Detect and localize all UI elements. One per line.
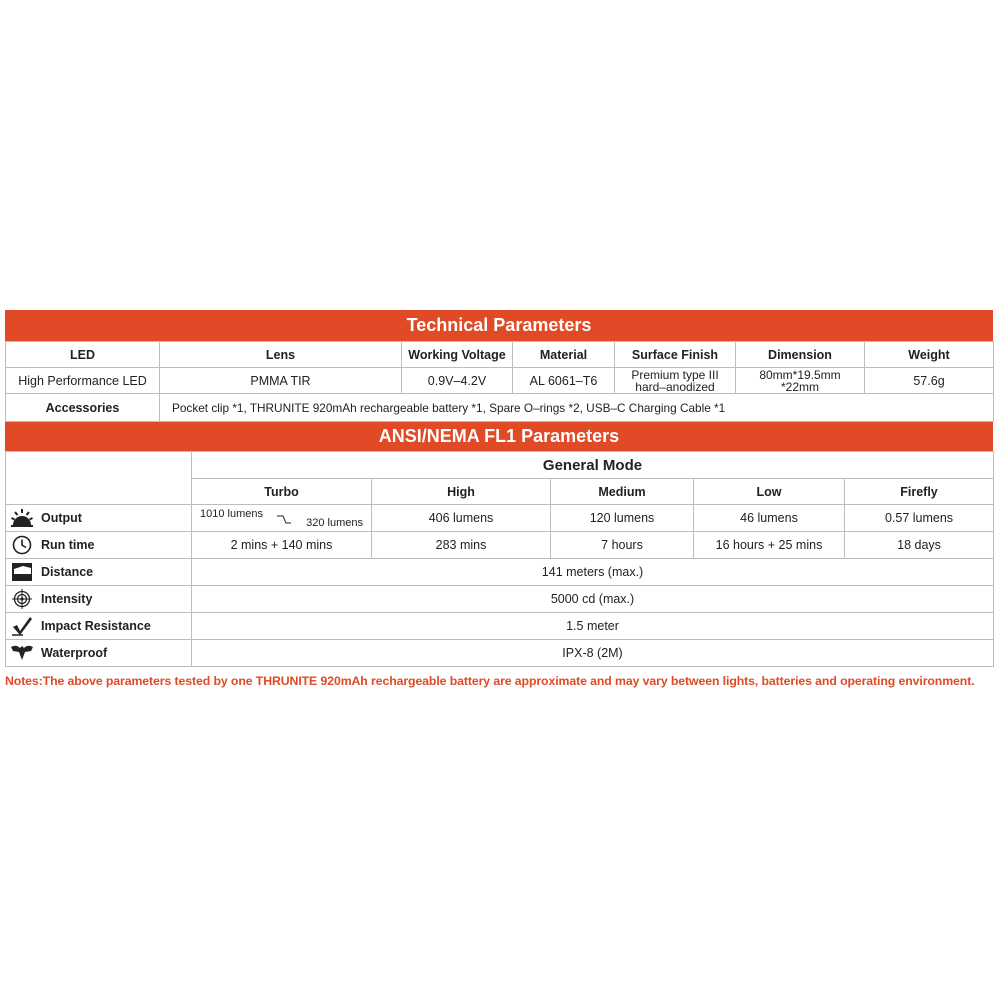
intensity-label-cell xyxy=(6,586,192,613)
impact-value: 1.5 meter xyxy=(192,613,994,640)
output-label-cell xyxy=(6,505,192,532)
mode-low: Low xyxy=(694,479,845,505)
distance-row xyxy=(6,559,994,586)
technical-parameters-table xyxy=(5,341,994,422)
ansi-parameters-table xyxy=(5,451,994,667)
step-down-line xyxy=(277,515,291,524)
mode-medium: Medium xyxy=(551,479,694,505)
notes-text: Notes:The above parameters tested by one THRUNITE 920mAh rechargeable battery are approximate and may vary between lights, batteries and operating environment. xyxy=(5,674,975,688)
output-row xyxy=(6,505,994,532)
value-surface-finish xyxy=(615,368,736,394)
output-label: Output xyxy=(41,511,82,525)
output-medium: 120 lumens xyxy=(551,505,694,532)
value-material: AL 6061–T6 xyxy=(513,368,615,394)
finish-line-2: hard–anodized xyxy=(635,379,715,394)
header-surface-finish: Surface Finish xyxy=(615,342,736,368)
output-icon xyxy=(11,508,33,528)
technical-header-row xyxy=(6,342,994,368)
accessories-value: Pocket clip *1, THRUNITE 920mAh rechargeable battery *1, Spare O–rings *2, USB–C Charging Cable *1 xyxy=(160,394,994,422)
value-dimension xyxy=(736,368,865,394)
ansi-parameters-title: ANSI/NEMA FL1 Parameters xyxy=(378,426,620,446)
runtime-row xyxy=(6,532,994,559)
value-weight: 57.6g xyxy=(865,368,994,394)
impact-row xyxy=(6,613,994,640)
waterproof-value: IPX-8 (2M) xyxy=(192,640,994,667)
output-low: 46 lumens xyxy=(694,505,845,532)
output-turbo xyxy=(192,505,372,532)
intensity-row xyxy=(6,586,994,613)
mode-turbo: Turbo xyxy=(192,479,372,505)
waterproof-icon xyxy=(11,643,33,663)
runtime-medium: 7 hours xyxy=(551,532,694,559)
accessories-row xyxy=(6,394,994,422)
header-dimension: Dimension xyxy=(736,342,865,368)
turbo-start-output: 1010 lumens xyxy=(200,508,263,520)
finish-line-1: Premium type III xyxy=(631,367,719,382)
general-mode-row xyxy=(6,452,994,479)
value-lens: PMMA TIR xyxy=(160,368,402,394)
distance-icon xyxy=(11,562,33,582)
clock-icon xyxy=(11,535,33,555)
turbo-end-output: 320 lumens xyxy=(306,517,363,529)
header-weight: Weight xyxy=(865,342,994,368)
output-firefly: 0.57 lumens xyxy=(845,505,994,532)
distance-label-cell xyxy=(6,559,192,586)
accessories-label: Accessories xyxy=(6,394,160,422)
runtime-firefly: 18 days xyxy=(845,532,994,559)
waterproof-label: Waterproof xyxy=(41,646,108,660)
runtime-low: 16 hours + 25 mins xyxy=(694,532,845,559)
waterproof-row xyxy=(6,640,994,667)
value-working-voltage: 0.9V–4.2V xyxy=(402,368,513,394)
mode-firefly: Firefly xyxy=(845,479,994,505)
ansi-parameters-banner xyxy=(5,422,993,451)
impact-label: Impact Resistance xyxy=(41,619,151,633)
intensity-value: 5000 cd (max.) xyxy=(192,586,994,613)
header-led: LED xyxy=(6,342,160,368)
output-high: 406 lumens xyxy=(372,505,551,532)
technical-value-row xyxy=(6,368,994,394)
dimension-line-2: *22mm xyxy=(780,379,819,394)
distance-label: Distance xyxy=(41,565,94,579)
technical-parameters-title: Technical Parameters xyxy=(406,315,592,335)
general-mode-title: General Mode xyxy=(192,452,994,479)
distance-value: 141 meters (max.) xyxy=(192,559,994,586)
intensity-icon xyxy=(11,589,33,609)
runtime-high: 283 mins xyxy=(372,532,551,559)
impact-icon xyxy=(11,616,33,636)
technical-parameters-banner xyxy=(5,310,993,341)
runtime-label: Run time xyxy=(41,538,95,552)
mode-high: High xyxy=(372,479,551,505)
dimension-line-1: 80mm*19.5mm xyxy=(759,367,841,382)
header-material: Material xyxy=(513,342,615,368)
intensity-label: Intensity xyxy=(41,592,93,606)
header-lens: Lens xyxy=(160,342,402,368)
waterproof-label-cell xyxy=(6,640,192,667)
runtime-label-cell xyxy=(6,532,192,559)
spec-sheet xyxy=(5,310,993,688)
impact-label-cell xyxy=(6,613,192,640)
runtime-turbo: 2 mins + 140 mins xyxy=(192,532,372,559)
header-working-voltage: Working Voltage xyxy=(402,342,513,368)
corner-cell xyxy=(6,452,192,505)
value-led: High Performance LED xyxy=(6,368,160,394)
